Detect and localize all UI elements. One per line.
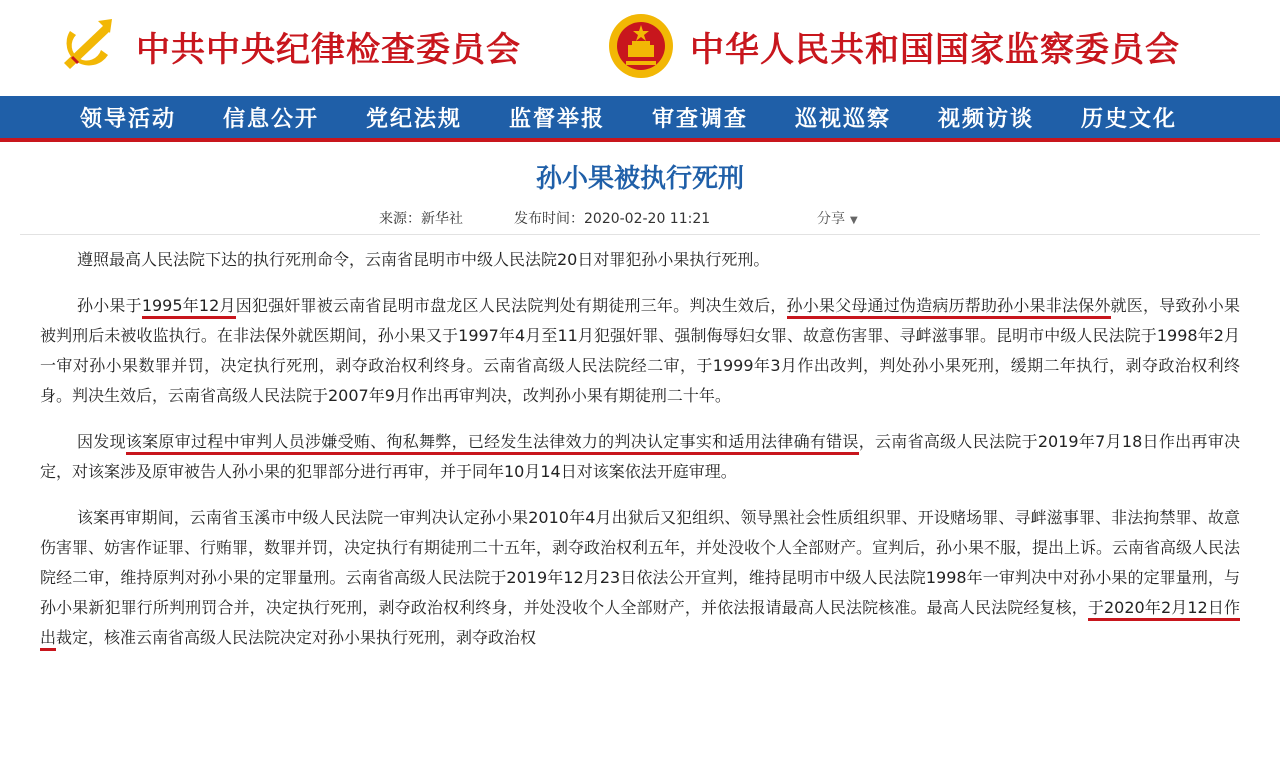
highlighted-phrase: 该案原审过程中审判人员涉嫌受贿、徇私舞弊，已经发生法律效力的判决认定事实和适用法律确有错误: [126, 432, 859, 455]
nav-item-info-disclosure[interactable]: 信息公开: [223, 105, 320, 132]
article-paragraph: [40, 427, 1240, 487]
article-body: [0, 235, 1280, 653]
site-header: [0, 0, 1280, 96]
nav-item-video-interview[interactable]: 视频访谈: [938, 105, 1035, 132]
nav-item-regulations[interactable]: 党纪法规: [366, 105, 463, 132]
caret-down-icon: ▼: [850, 215, 858, 226]
paragraph-text: 孙小果于: [77, 296, 142, 315]
article-publish-time: 发布时间：2020-02-20 11:21: [514, 211, 711, 227]
paragraph-text: 该案再审期间，云南省玉溪市中级人民法院一审判决认定孙小果2010年4月出狱后又犯组织、领导黑社会性质组织罪、开设赌场罪、寻衅滋事罪、非法拘禁罪、故意伤害罪、妨害作证罪、行贿罪，数罪并罚，决定执行有期徒刑二十五年，剥夺政治权利五年，并处没收个人全部财产。宣判后，孙小果不服，提出上诉。云南省高级人民法院经二审，维持原判对孙小果的定罪量刑。云南省高级人民法院于2019年12月23日依法公开宣判，维持昆明市中级人民法院1998年一审判决中对孙小果的定罪量刑，与孙小果新犯罪行所判刑罚合并，决定执行死刑，剥夺政治权利终身，并处没收个人全部财产，并依法报请最高人民法院核准。最高人民法院经复核，: [40, 508, 1241, 617]
article-source: 来源：新华社: [379, 211, 463, 227]
share-button[interactable]: [817, 208, 858, 228]
article-paragraph: 遵照最高人民法院下达的执行死刑命令，云南省昆明市中级人民法院20日对罪犯孙小果执行死刑。: [77, 250, 770, 269]
article-paragraph: [40, 291, 1240, 411]
ccdi-org-name: 中共中央纪律检查委员会: [136, 29, 521, 70]
share-label: 分享: [817, 211, 845, 227]
article-paragraph: [40, 503, 1240, 653]
paragraph-text: ，云南省高级人民法院于2019年7月18日作出再审决定，对该案涉及原审被告人孙小果的犯罪部分进行再审，并于同年10月14日对该案依法开庭审理。: [40, 432, 1240, 481]
party-emblem-icon: [52, 11, 122, 81]
article-title: 孙小果被执行死刑: [535, 164, 744, 194]
highlighted-date: 于2020年2月12日作出: [40, 598, 1240, 651]
paragraph-text: 因发现: [77, 432, 126, 451]
highlighted-phrase: 孙小果父母通过伪造病历帮助孙小果非法保外: [787, 296, 1111, 319]
nsc-logo-link[interactable]: [606, 0, 1180, 92]
paragraph-text: 裁定，核准云南省高级人民法院决定对孙小果执行死刑，剥夺政治权: [56, 628, 537, 647]
highlighted-date: 1995年12月: [142, 296, 236, 319]
nav-item-history[interactable]: 历史文化: [1081, 105, 1178, 132]
nav-item-leadership[interactable]: 领导活动: [80, 105, 177, 132]
nsc-org-name: 中华人民共和国国家监察委员会: [690, 29, 1180, 70]
paragraph-text: 就医，导致孙小果被判刑后未被收监执行。在非法保外就医期间，孙小果又于1997年4月至11月犯强奸罪、强制侮辱妇女罪、故意伤害罪、寻衅滋事罪。昆明市中级人民法院于1998年2月一审对孙小果数罪并罚，决定执行死刑，剥夺政治权利终身。云南省高级人民法院经二审，于1999年3月作出改判，判处孙小果死刑，缓期二年执行，剥夺政治权利终身。判决生效后，云南省高级人民法院于2007年9月作出再审判决，改判孙小果有期徒刑二十年。: [40, 296, 1240, 405]
paragraph-text: 因犯强奸罪被云南省昆明市盘龙区人民法院判处有期徒刑三年。判决生效后，: [235, 296, 787, 315]
nav-item-report[interactable]: 监督举报: [509, 105, 606, 132]
nav-item-inspection[interactable]: 巡视巡察: [795, 105, 892, 132]
national-emblem-icon: [606, 11, 676, 81]
main-nav: [0, 96, 1280, 142]
ccdi-logo-link[interactable]: [52, 0, 521, 92]
nav-list: [0, 96, 1280, 138]
article-meta: [20, 200, 1260, 235]
nav-item-investigation[interactable]: 审查调查: [652, 105, 749, 132]
